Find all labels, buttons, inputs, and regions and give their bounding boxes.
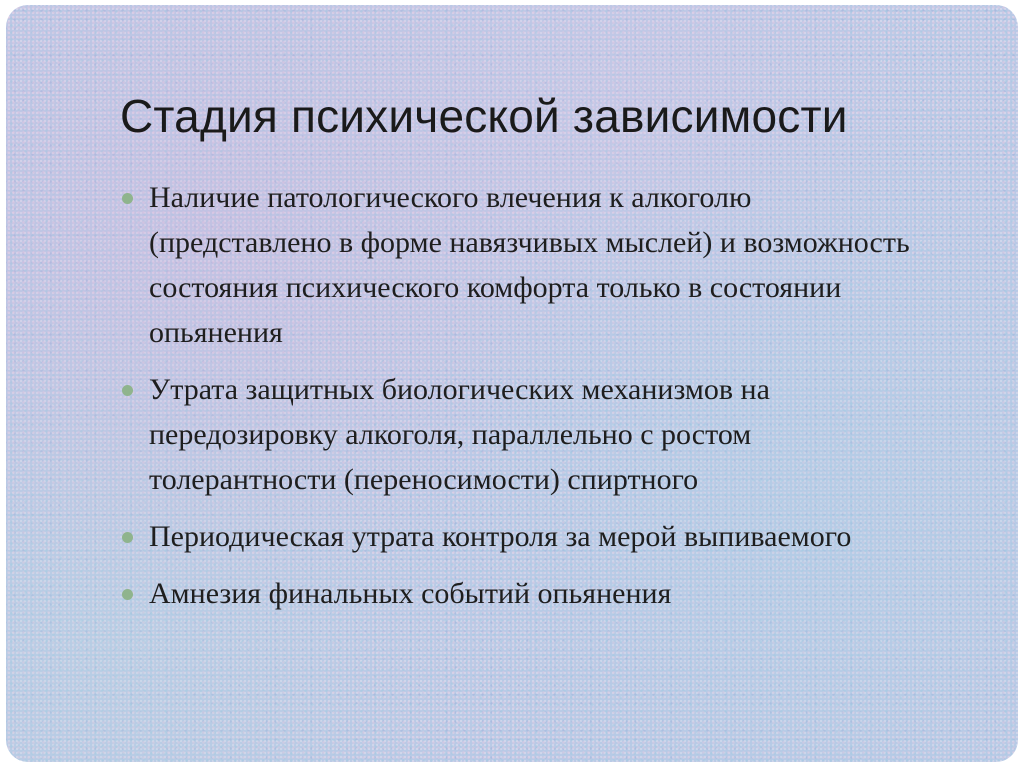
bullet-dot-icon — [122, 532, 133, 543]
bullet-list — [118, 175, 918, 628]
list-item — [118, 367, 918, 502]
bullet-dot-icon — [122, 193, 133, 204]
bullet-dot-icon — [122, 589, 133, 600]
bullet-text: Амнезия финальных событий опьянения — [149, 577, 672, 610]
bullet-text: Периодическая утрата контроля за мерой выпиваемого — [149, 520, 852, 553]
list-item — [118, 571, 918, 616]
list-item — [118, 514, 918, 559]
bullet-text: Наличие патологического влечения к алкоголю (представлено в форме навязчивых мыслей) и возможность состояния психического комфорта только в состоянии опьянения — [149, 181, 910, 349]
list-item — [118, 175, 918, 355]
bullet-text: Утрата защитных биологических механизмов на передозировку алкоголя, параллельно с ростом толерантности (переносимости) спиртного — [149, 373, 770, 496]
slide-title: Стадия психической зависимости — [120, 90, 848, 142]
slide — [6, 5, 1018, 762]
bullet-dot-icon — [122, 385, 133, 396]
